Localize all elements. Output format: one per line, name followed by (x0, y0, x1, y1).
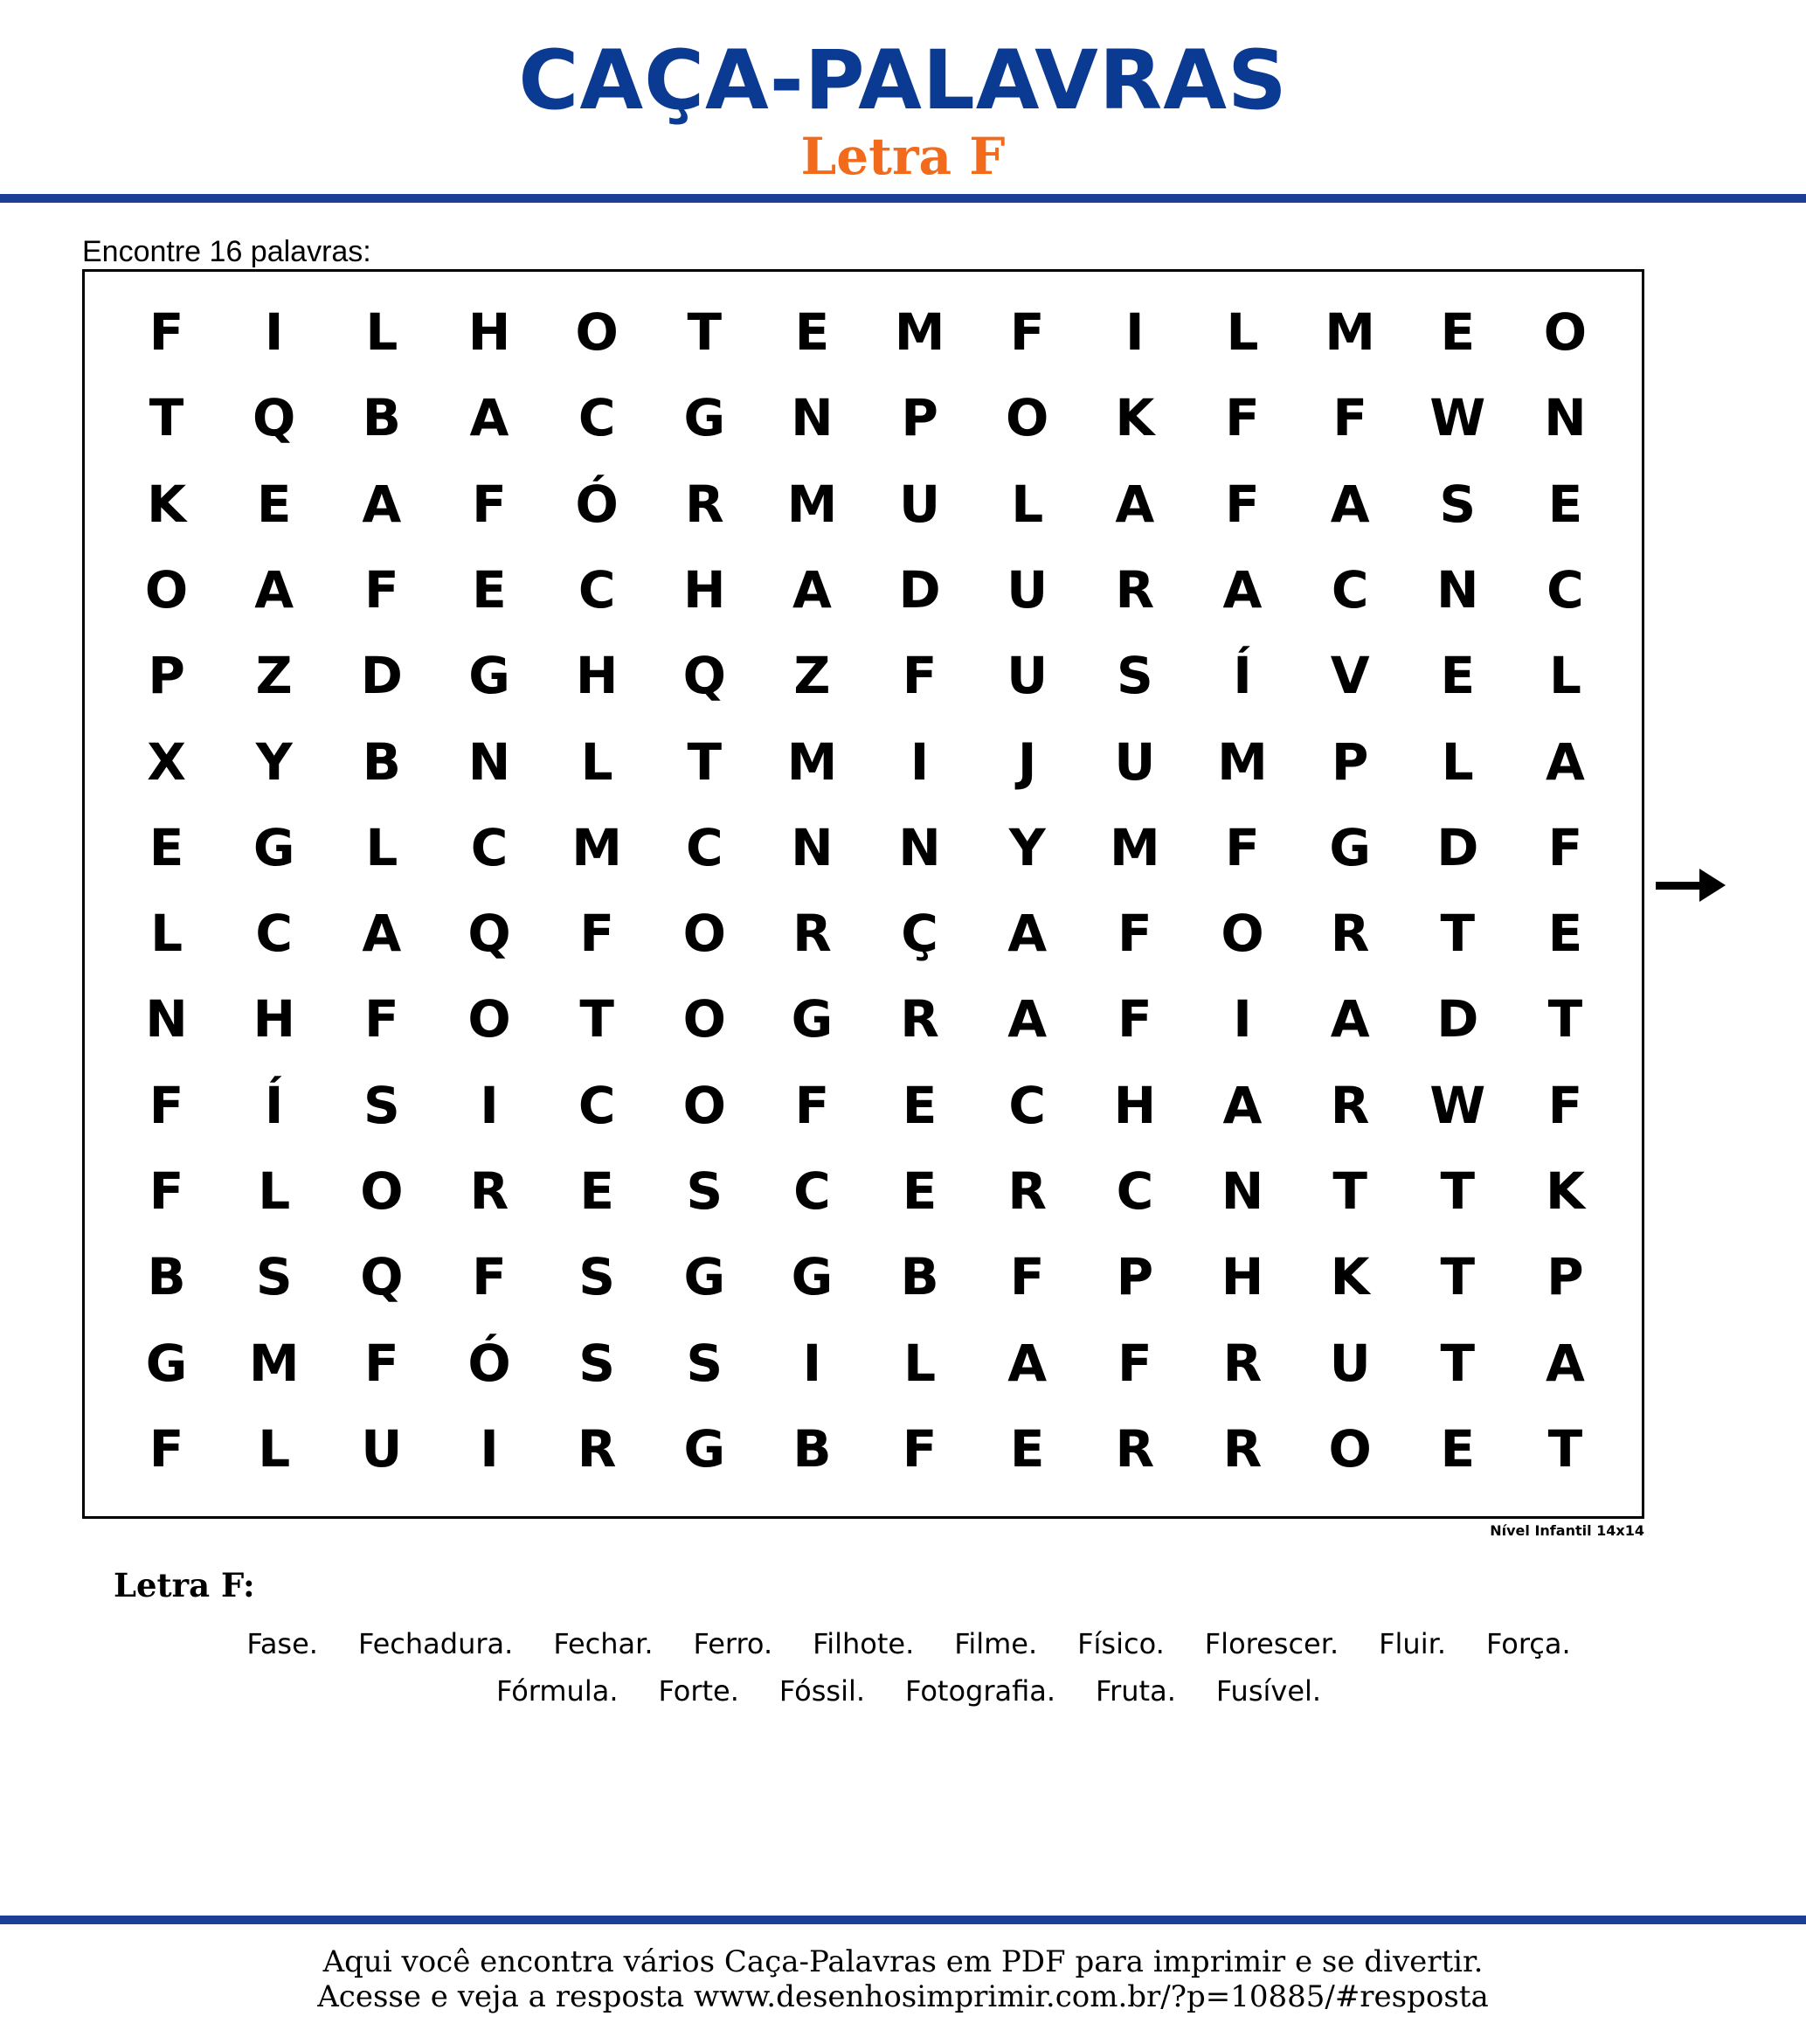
grid-cell: K (1330, 1247, 1370, 1307)
grid-cell: U (1329, 1333, 1371, 1393)
grid-cell: E (1440, 302, 1476, 363)
grid-cell: E (579, 1161, 614, 1221)
grid-cell: Q (682, 646, 726, 706)
grid-cell: I (1233, 989, 1252, 1050)
level-label: Nível Infantil 14x14 (1490, 1522, 1644, 1539)
grid-cell: L (365, 817, 398, 877)
grid-cell: C (578, 1075, 616, 1135)
grid-cell: F (364, 989, 399, 1050)
grid-cell: R (577, 1418, 617, 1479)
grid-cell: N (898, 817, 941, 877)
grid-cell: V (1330, 646, 1370, 706)
grid-cell: Q (360, 1247, 404, 1307)
grid-cell: F (364, 559, 399, 620)
grid-cell: M (1325, 302, 1375, 363)
grid-cell: L (365, 302, 398, 363)
instruction-text: Encontre 16 palavras: (82, 235, 371, 268)
grid-cell: E (149, 817, 184, 877)
grid-cell: S (363, 1075, 400, 1135)
grid-cell: T (1440, 1247, 1476, 1307)
grid-cell: C (685, 817, 723, 877)
grid-cell: O (682, 1075, 726, 1135)
grid-cell: O (1006, 388, 1049, 448)
grid-cell: T (1440, 904, 1476, 964)
grid-cell: S (1116, 646, 1153, 706)
page-title: CAÇA-PALAVRAS (518, 33, 1288, 128)
arrow-right-icon (1656, 865, 1726, 905)
word-list-item: Força. (1485, 1627, 1571, 1660)
word-list-heading: Letra F: (114, 1566, 255, 1604)
grid-cell: T (579, 989, 614, 1050)
grid-cell: M (571, 817, 622, 877)
grid-cell: G (145, 1333, 188, 1393)
grid-cell: U (361, 1418, 403, 1479)
grid-cell: P (1331, 731, 1369, 792)
grid-cell: I (480, 1075, 499, 1135)
grid-cell: F (579, 904, 614, 964)
grid-cell: A (1007, 1333, 1048, 1393)
grid-cell: P (1116, 1247, 1154, 1307)
grid-cell: G (253, 817, 295, 877)
grid-cell: G (791, 1247, 834, 1307)
grid-cell: C (793, 1161, 831, 1221)
word-list-item: Fusível. (1215, 1674, 1322, 1708)
grid-cell: U (899, 474, 941, 534)
grid-cell: T (1440, 1161, 1476, 1221)
grid-cell: A (1330, 474, 1370, 534)
grid-cell: F (1118, 904, 1152, 964)
grid-cell: E (902, 1075, 938, 1135)
grid-cell: A (1115, 474, 1155, 534)
grid-cell: E (472, 559, 507, 620)
grid-cell: X (147, 731, 186, 792)
grid-cell: H (467, 302, 511, 363)
grid-cell: F (1225, 817, 1260, 877)
word-list-item: Fotografia. (905, 1674, 1056, 1708)
grid-cell: I (1125, 302, 1145, 363)
grid-cell: G (683, 388, 726, 448)
grid-cell: L (580, 731, 613, 792)
grid-cell: A (1222, 1075, 1263, 1135)
grid-cell: P (901, 388, 938, 448)
grid-cell: Z (255, 646, 293, 706)
grid-cell: F (1547, 1075, 1583, 1135)
word-list-item: Fechadura. (357, 1627, 514, 1660)
grid-cell: W (1429, 388, 1486, 448)
grid-cell: K (147, 474, 187, 534)
grid-cell: K (1545, 1161, 1585, 1221)
word-list-item: Florescer. (1204, 1627, 1339, 1660)
grid-cell: C (578, 559, 616, 620)
grid-cell: H (683, 559, 726, 620)
grid-cell: O (1221, 904, 1264, 964)
grid-cell: R (1115, 559, 1155, 620)
grid-cell: F (149, 302, 184, 363)
grid-cell: C (255, 904, 293, 964)
grid-cell: Z (793, 646, 831, 706)
grid-cell: M (248, 1333, 300, 1393)
grid-cell: F (149, 1161, 184, 1221)
grid-cell: B (147, 1247, 186, 1307)
grid-cell: F (1009, 302, 1045, 363)
word-list-row-2 (122, 1674, 1695, 1708)
grid-cell: C (1547, 559, 1584, 620)
grid-cell: R (1222, 1333, 1263, 1393)
grid-cell: R (1222, 1418, 1263, 1479)
grid-cell: M (1217, 731, 1268, 792)
grid-cell: Y (255, 731, 293, 792)
word-list-item: Forte. (658, 1674, 739, 1708)
top-divider (0, 194, 1806, 203)
grid-cell: R (900, 989, 939, 1050)
grid-cell: F (472, 474, 507, 534)
word-list-item: Fase. (246, 1627, 318, 1660)
grid-cell: L (1226, 302, 1259, 363)
grid-cell: A (1007, 904, 1048, 964)
grid-cell: N (145, 989, 188, 1050)
grid-cell: F (902, 646, 938, 706)
grid-cell: A (362, 904, 402, 964)
grid-cell: D (898, 559, 941, 620)
grid-cell: A (1007, 989, 1048, 1050)
grid-cell: E (794, 302, 830, 363)
grid-cell: Ó (575, 474, 619, 534)
grid-cell: S (578, 1247, 616, 1307)
grid-cell: R (1007, 1161, 1048, 1221)
grid-cell: K (1115, 388, 1155, 448)
grid-cell: I (910, 731, 930, 792)
grid-cell: T (1547, 989, 1583, 1050)
grid-cell: N (1221, 1161, 1264, 1221)
grid-cell: N (791, 817, 834, 877)
grid-cell: T (149, 388, 184, 448)
grid-cell: O (575, 302, 619, 363)
grid-cell: R (1115, 1418, 1155, 1479)
grid-cell: E (1009, 1418, 1045, 1479)
grid-cell: U (1114, 731, 1156, 792)
word-list-item: Fruta. (1096, 1674, 1176, 1708)
grid-cell: F (472, 1247, 507, 1307)
grid-cell: C (578, 388, 616, 448)
grid-cell: F (1547, 817, 1583, 877)
letter-grid (113, 289, 1619, 1492)
grid-cell: F (1225, 388, 1260, 448)
grid-cell: E (1547, 474, 1583, 534)
page-subtitle: Letra F (800, 127, 1006, 186)
grid-cell: D (1436, 817, 1479, 877)
grid-cell: N (791, 388, 834, 448)
grid-cell: I (480, 1418, 499, 1479)
grid-cell: D (1436, 989, 1479, 1050)
grid-cell: C (1116, 1161, 1154, 1221)
grid-cell: R (1330, 1075, 1370, 1135)
grid-cell: H (575, 646, 619, 706)
grid-cell: E (902, 1161, 938, 1221)
grid-cell: T (687, 302, 723, 363)
grid-cell: G (683, 1247, 726, 1307)
grid-cell: R (469, 1161, 509, 1221)
grid-cell: M (894, 302, 945, 363)
grid-cell: A (1545, 731, 1585, 792)
grid-cell: R (684, 474, 724, 534)
grid-cell: L (258, 1418, 291, 1479)
word-list-item: Fóssil. (778, 1674, 866, 1708)
word-list-item: Físico. (1077, 1627, 1165, 1660)
grid-cell: G (468, 646, 510, 706)
grid-cell: R (1330, 904, 1370, 964)
grid-cell: G (1329, 817, 1371, 877)
grid-cell: H (1221, 1247, 1264, 1307)
grid-cell: W (1429, 1075, 1486, 1135)
grid-cell: D (360, 646, 403, 706)
word-list-row-1 (122, 1627, 1695, 1660)
grid-cell: A (792, 559, 832, 620)
grid-cell: O (1543, 302, 1588, 363)
grid-cell: F (149, 1075, 184, 1135)
grid-cell: O (144, 559, 189, 620)
grid-cell: Ó (467, 1333, 511, 1393)
grid-cell: J (1017, 731, 1037, 792)
grid-cell: H (253, 989, 295, 1050)
word-list-item: Fechar. (553, 1627, 654, 1660)
grid-cell: B (362, 731, 401, 792)
grid-cell: O (682, 904, 726, 964)
grid-cell: C (1331, 559, 1369, 620)
grid-cell: O (682, 989, 726, 1050)
grid-cell: E (1547, 904, 1583, 964)
footer-line-1: Aqui você encontra vários Caça-Palavras em PDF para imprimir e se divertir. (322, 1944, 1484, 1979)
grid-cell: F (1009, 1247, 1045, 1307)
grid-cell: B (900, 1247, 939, 1307)
footer-line-2: Acesse e veja a resposta www.desenhosimprimir.com.br/?p=10885/#resposta (317, 1979, 1489, 2014)
grid-cell: T (1547, 1418, 1583, 1479)
grid-cell: U (1007, 559, 1048, 620)
grid-cell: S (686, 1161, 723, 1221)
grid-cell: L (150, 904, 183, 964)
grid-cell: O (360, 1161, 404, 1221)
grid-cell: L (1548, 646, 1581, 706)
grid-cell: L (1441, 731, 1474, 792)
grid-cell: S (255, 1247, 293, 1307)
word-search-grid (82, 269, 1644, 1519)
grid-cell: E (1440, 646, 1476, 706)
grid-cell: C (470, 817, 509, 877)
grid-cell: F (1118, 989, 1152, 1050)
grid-cell: L (1011, 474, 1044, 534)
word-list-item: Filme. (954, 1627, 1038, 1660)
grid-cell: F (794, 1075, 830, 1135)
word-list-item: Ferro. (693, 1627, 773, 1660)
grid-cell: Í (1233, 646, 1252, 706)
grid-cell: P (148, 646, 185, 706)
grid-cell: P (1547, 1247, 1584, 1307)
grid-cell: A (1545, 1333, 1585, 1393)
grid-cell: S (686, 1333, 723, 1393)
grid-cell: F (1332, 388, 1367, 448)
grid-cell: F (149, 1418, 184, 1479)
grid-cell: R (792, 904, 832, 964)
grid-cell: F (1118, 1333, 1152, 1393)
grid-cell: O (1328, 1418, 1372, 1479)
grid-cell: E (256, 474, 292, 534)
grid-cell: I (264, 302, 284, 363)
grid-cell: T (1440, 1333, 1476, 1393)
bottom-divider (0, 1916, 1806, 1924)
grid-cell: G (791, 989, 834, 1050)
grid-cell: A (1222, 559, 1263, 620)
grid-cell: A (254, 559, 294, 620)
grid-cell: Q (253, 388, 296, 448)
grid-cell: Q (467, 904, 511, 964)
grid-cell: I (802, 1333, 822, 1393)
word-list-item: Fórmula. (495, 1674, 619, 1708)
word-list-item: Filhote. (813, 1627, 915, 1660)
grid-cell: M (1109, 817, 1160, 877)
grid-cell: B (362, 388, 401, 448)
grid-cell: Y (1008, 817, 1046, 877)
grid-cell: L (903, 1333, 937, 1393)
grid-cell: O (467, 989, 511, 1050)
grid-cell: A (362, 474, 402, 534)
grid-cell: F (902, 1418, 938, 1479)
grid-cell: L (258, 1161, 291, 1221)
grid-cell: F (1225, 474, 1260, 534)
grid-cell: N (1544, 388, 1587, 448)
grid-cell: C (1008, 1075, 1046, 1135)
grid-cell: E (1440, 1418, 1476, 1479)
grid-cell: T (687, 731, 723, 792)
grid-cell: S (1439, 474, 1477, 534)
grid-cell: H (1113, 1075, 1157, 1135)
grid-cell: A (469, 388, 509, 448)
grid-cell: Ç (901, 904, 938, 964)
grid-cell: S (578, 1333, 616, 1393)
grid-cell: N (1436, 559, 1479, 620)
grid-cell: N (467, 731, 511, 792)
grid-cell: Í (264, 1075, 284, 1135)
grid-cell: F (364, 1333, 399, 1393)
grid-cell: M (786, 731, 838, 792)
grid-cell: B (792, 1418, 832, 1479)
grid-cell: G (683, 1418, 726, 1479)
grid-cell: A (1330, 989, 1370, 1050)
grid-cell: U (1007, 646, 1048, 706)
word-list-item: Fluir. (1379, 1627, 1446, 1660)
grid-cell: T (1332, 1161, 1367, 1221)
grid-cell: M (786, 474, 838, 534)
